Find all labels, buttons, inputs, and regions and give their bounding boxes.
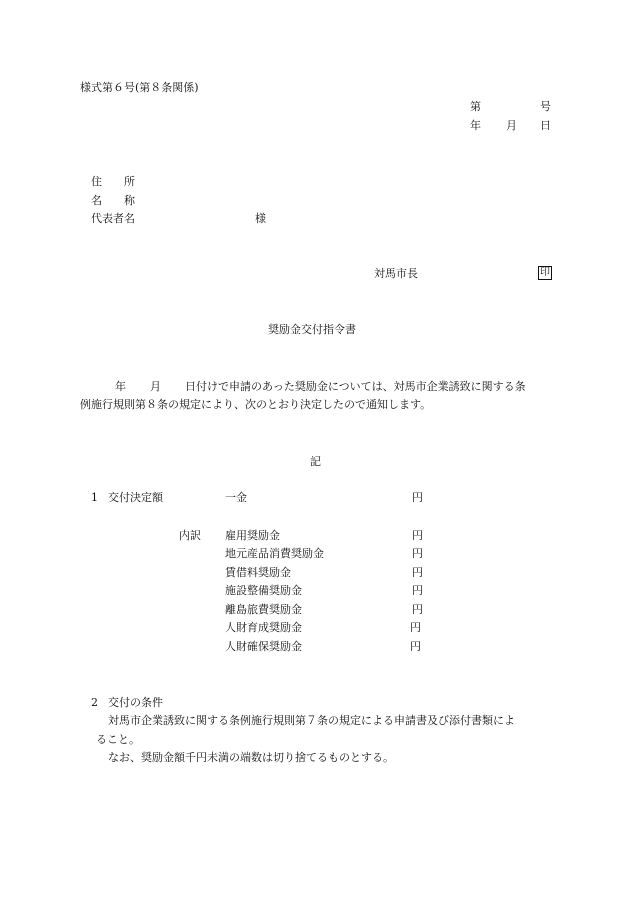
ki-heading: 記 [310,455,321,468]
form-number: 様式第６号(第８条関係) [80,81,199,94]
section-2-line-1: 対馬市企業誘致に関する条例施行規則第７条の規定による申請書及び添付書類によ [108,714,515,727]
breakdown-label: 内訳 [179,529,201,542]
document-title: 奨励金交付指令書 [268,323,356,336]
honorific-sama: 様 [255,212,266,225]
section-1-label: 交付決定額 [108,491,163,504]
name-label: 名 称 [91,194,135,207]
seal-mark: 印 [540,267,550,278]
breakdown-item: 人財育成奨励金 [225,621,302,634]
breakdown-item-yen: 円 [412,603,423,616]
address-label: 住 所 [91,175,135,188]
section-2-label: 交付の条件 [108,696,163,709]
breakdown-item: 離島旅費奨励金 [225,603,302,616]
amount-kin: 一金 [225,491,247,504]
breakdown-item-yen: 円 [412,529,423,542]
breakdown-item-yen: 円 [410,621,421,634]
section-2-line-3: なお、奨励金額千円未満の端数は切り捨てるものとする。 [108,751,394,764]
doc-number-dai: 第 [470,100,481,113]
body-month: 月 [150,380,161,393]
section-2-number: 2 [91,696,98,709]
date-year: 年 [470,119,481,132]
breakdown-item-yen: 円 [412,584,423,597]
breakdown-item-yen: 円 [410,640,421,653]
body-line-1: 日付けで申請のあった奨励金については、対馬市企業誘致に関する条 [185,380,526,393]
date-day: 日 [540,119,551,132]
breakdown-item: 人財確保奨励金 [225,640,302,653]
breakdown-item: 地元産品消費奨励金 [225,547,324,560]
amount-yen: 円 [412,491,423,504]
date-month: 月 [506,119,517,132]
body-line-2: 例施行規則第８条の規定により、次のとおり決定したので通知します。 [80,398,432,411]
representative-label: 代表者名 [91,212,135,225]
breakdown-item-yen: 円 [412,566,423,579]
sender-name: 対馬市長 [374,267,418,280]
breakdown-item: 賃借料奨励金 [225,566,291,579]
section-2-line-2: ること。 [96,733,140,746]
breakdown-item-yen: 円 [412,547,423,560]
breakdown-item: 雇用奨励金 [225,529,280,542]
breakdown-item: 施設整備奨励金 [225,584,302,597]
doc-number-go: 号 [540,100,551,113]
section-1-number: 1 [91,491,98,504]
body-year: 年 [115,380,126,393]
